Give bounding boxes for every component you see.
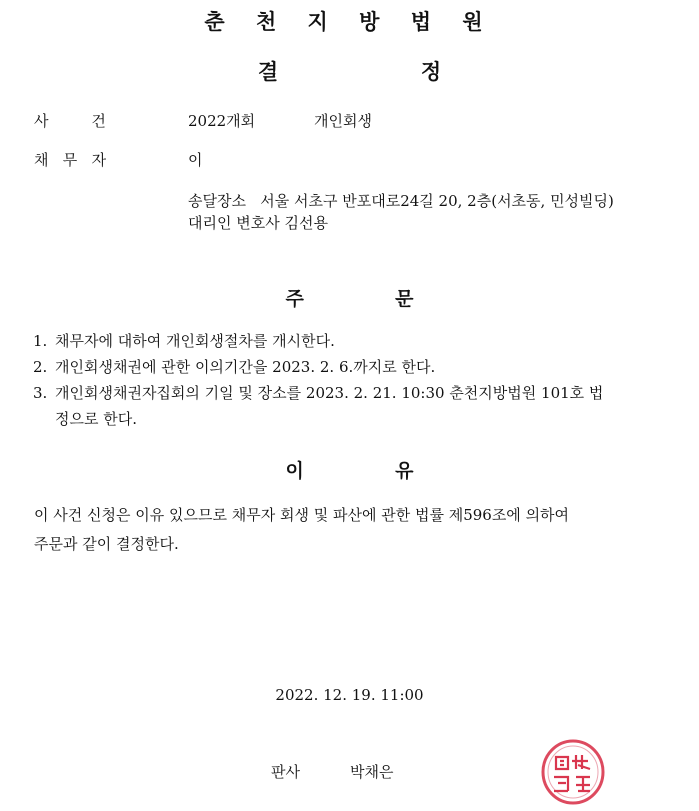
judge-name: 박채은 [350,763,394,781]
doc-title-right: 정 [420,60,442,84]
debtor-name: 이 [188,151,203,169]
document-title [0,56,699,86]
order-item [33,354,673,380]
reason-text-line-2: 주문과 같이 결정한다. [34,535,179,553]
order-item [33,380,673,406]
judge-title: 판사 [271,763,300,781]
order-item-number: 3. [33,384,48,402]
reason-text-line-1: 이 사건 신청은 이유 있으므로 채무자 회생 및 파산에 관한 법률 제596조에 의하여 [34,506,570,524]
reason-heading-left: 이 [285,460,304,482]
doc-title-left: 결 [257,60,279,84]
debtor-label: 채 무 자 [34,151,107,169]
order-item-number: 1. [33,332,48,350]
order-heading-right: 문 [395,288,414,310]
service-address: 송달장소 서울 서초구 반포대로24길 20, 2층(서초동, 민성빌딩) [188,192,614,210]
order-item-text: 채무자에 대하여 개인회생절차를 개시한다. [55,332,335,350]
reason-heading [0,456,699,483]
reason-heading-right: 유 [395,460,414,482]
decision-date: 2022. 12. 19. 11:00 [275,686,424,704]
case-label: 사 건 [34,112,106,130]
order-item-number: 2. [33,358,48,376]
order-item-text: 개인회생채권에 관한 이의기간을 2023. 2. 6.까지로 한다. [55,358,436,376]
order-heading [0,284,699,311]
legal-agent: 대리인 변호사 김선용 [188,214,328,232]
order-heading-left: 주 [285,288,304,310]
order-item-continuation: 정으로 한다. [55,410,137,428]
order-item-text: 개인회생채권자집회의 기일 및 장소를 2023. 2. 21. 10:30 춘천지방법원 101호 법 [55,384,604,402]
case-type: 개인회생 [314,112,372,130]
order-item [33,328,673,354]
case-number: 2022개회 [188,112,256,130]
court-seal-icon [538,735,608,807]
court-name: 춘 천 지 방 법 원 [204,10,495,34]
